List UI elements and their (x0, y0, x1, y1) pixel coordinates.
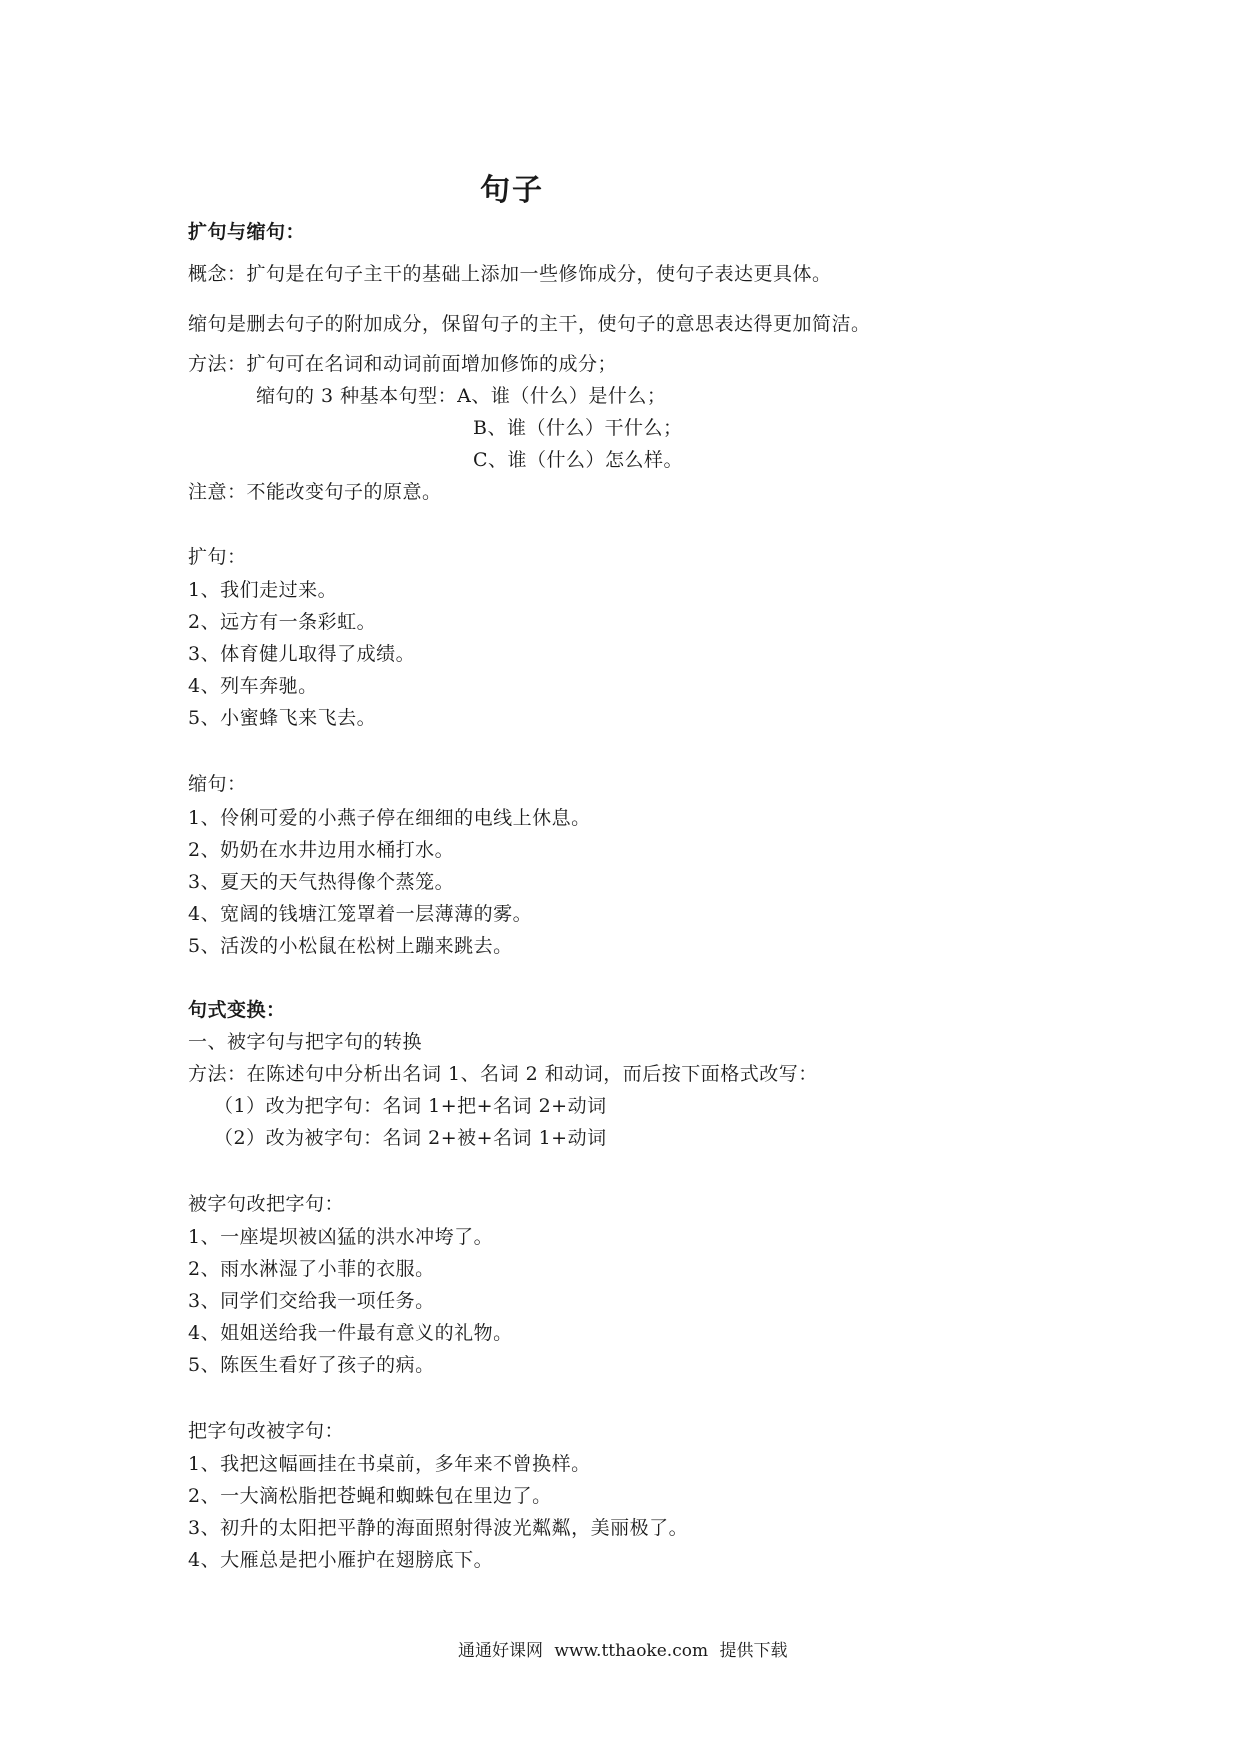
list-item: 4、宽阔的钱塘江笼罩着一层薄薄的雾。 (188, 903, 533, 925)
list-item: 3、同学们交给我一项任务。 (188, 1290, 435, 1312)
list-item: 2、一大滴松脂把苍蝇和蜘蛛包在里边了。 (188, 1485, 552, 1507)
list-item: 2、雨水淋湿了小菲的衣服。 (188, 1258, 435, 1280)
shrink-heading: 缩句： (188, 773, 247, 795)
method-transform: 方法：在陈述句中分析出名词 1、名词 2 和动词，而后按下面格式改写： (188, 1063, 818, 1085)
list-item: 2、远方有一条彩虹。 (188, 611, 377, 633)
list-item: 3、初升的太阳把平静的海面照射得波光粼粼，美丽极了。 (188, 1517, 689, 1539)
list-item: 5、陈医生看好了孩子的病。 (188, 1354, 435, 1376)
rule-ba: （1）改为把字句：名词 1+把+名词 2+动词 (214, 1095, 607, 1117)
footer (458, 1636, 793, 1661)
page-title: 句子 (480, 173, 544, 208)
list-item: 1、我把这幅画挂在书桌前，多年来不曾换样。 (188, 1453, 591, 1475)
expand-heading: 扩句： (188, 546, 247, 568)
concept-expand: 概念：扩句是在句子主干的基础上添加一些修饰成分，使句子表达更具体。 (188, 263, 832, 285)
section-heading-transform: 句式变换： (188, 999, 286, 1021)
list-item: 4、大雁总是把小雁护在翅膀底下。 (188, 1549, 494, 1571)
list-item: 1、一座堤坝被凶猛的洪水冲垮了。 (188, 1226, 494, 1248)
subheading-bei-ba: 一、被字句与把字句的转换 (188, 1031, 423, 1053)
method-patterns: 缩句的 3 种基本句型：A、谁（什么）是什么； (256, 385, 667, 407)
list-item: 1、我们走过来。 (188, 579, 338, 601)
concept-shrink: 缩句是删去句子的附加成分，保留句子的主干，使句子的意思表达得更加简洁。 (188, 313, 871, 335)
list-item: 3、体育健儿取得了成绩。 (188, 643, 416, 665)
footer-suffix: 提供下载 (719, 1641, 788, 1661)
list-item: 5、活泼的小松鼠在松树上蹦来跳去。 (188, 935, 513, 957)
ba-to-bei-heading: 把字句改被字句： (188, 1420, 345, 1442)
list-item: 4、姐姐送给我一件最有意义的礼物。 (188, 1322, 513, 1344)
list-item: 1、伶俐可爱的小燕子停在细细的电线上休息。 (188, 807, 591, 829)
list-item: 2、奶奶在水井边用水桶打水。 (188, 839, 455, 861)
bei-to-ba-heading: 被字句改把字句： (188, 1193, 345, 1215)
method-pattern-b: B、谁（什么）干什么； (473, 417, 683, 439)
rule-bei: （2）改为被字句：名词 2+被+名词 1+动词 (214, 1127, 607, 1149)
method-expand: 方法：扩句可在名词和动词前面增加修饰的成分； (188, 353, 618, 375)
note: 注意：不能改变句子的原意。 (188, 481, 442, 503)
list-item: 5、小蜜蜂飞来飞去。 (188, 707, 377, 729)
list-item: 3、夏天的天气热得像个蒸笼。 (188, 871, 455, 893)
section-heading-expand-shrink: 扩句与缩句： (188, 221, 306, 243)
footer-url[interactable]: www.tthaoke.com (554, 1641, 709, 1661)
method-pattern-c: C、谁（什么）怎么样。 (473, 449, 684, 471)
list-item: 4、列车奔驰。 (188, 675, 318, 697)
footer-site: 通通好课网 (458, 1641, 543, 1661)
